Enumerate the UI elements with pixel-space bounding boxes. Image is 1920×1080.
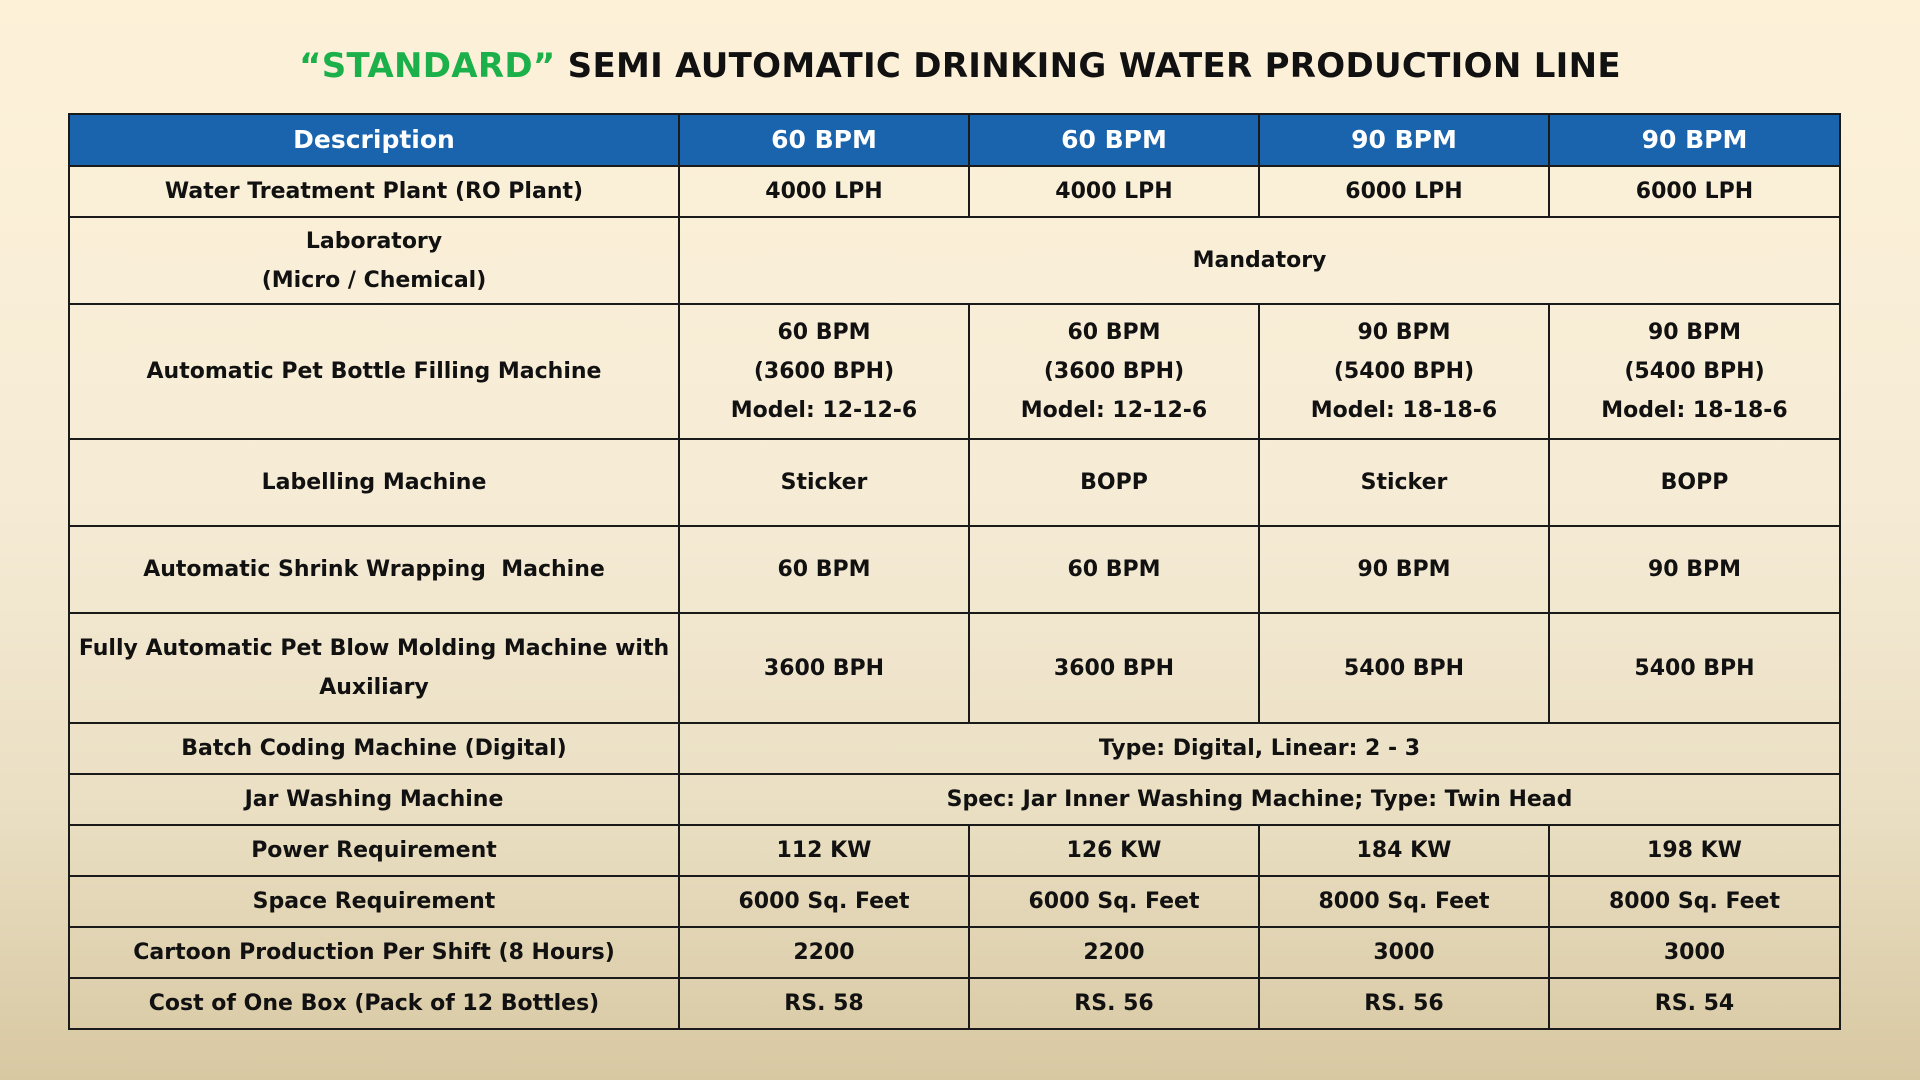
row-label: Cartoon Production Per Shift (8 Hours) — [69, 927, 679, 978]
row-label-line: Auxiliary — [319, 675, 429, 700]
cell: 3000 — [1549, 927, 1840, 978]
cell-line: Model: 12-12-6 — [730, 398, 918, 423]
cell: BOPP — [969, 439, 1259, 526]
cell: RS. 56 — [969, 978, 1259, 1029]
header-col-1: 60 BPM — [679, 114, 969, 166]
row-label: Jar Washing Machine — [69, 774, 679, 825]
table-row-power — [69, 825, 1840, 876]
page-title — [0, 46, 1920, 86]
cell: 5400 BPH — [1259, 613, 1549, 723]
cell: Sticker — [679, 439, 969, 526]
row-label — [69, 613, 679, 723]
cell: 90 BPM — [1259, 526, 1549, 613]
cell-line: 90 BPM — [1647, 320, 1742, 345]
cell: 3600 BPH — [969, 613, 1259, 723]
cell-line: (3600 BPH) — [753, 359, 895, 384]
merged-cell: Spec: Jar Inner Washing Machine; Type: Twin Head — [679, 774, 1840, 825]
table-row-cartoon-production — [69, 927, 1840, 978]
cell: 4000 LPH — [679, 166, 969, 217]
title-main: SEMI AUTOMATIC DRINKING WATER PRODUCTION LINE — [555, 46, 1621, 86]
cell-line: (3600 BPH) — [1043, 359, 1185, 384]
row-label-line: Fully Automatic Pet Blow Molding Machine with — [78, 636, 670, 661]
cell — [969, 304, 1259, 439]
cell: 198 KW — [1549, 825, 1840, 876]
spec-table — [68, 113, 1841, 1030]
cell-line: (5400 BPH) — [1624, 359, 1765, 384]
header-col-4: 90 BPM — [1549, 114, 1840, 166]
cell — [1259, 304, 1549, 439]
cell: 6000 LPH — [1259, 166, 1549, 217]
row-label: Water Treatment Plant (RO Plant) — [69, 166, 679, 217]
cell-line: Model: 18-18-6 — [1601, 398, 1788, 423]
merged-cell: Mandatory — [679, 217, 1840, 304]
cell: 4000 LPH — [969, 166, 1259, 217]
table-row-laboratory — [69, 217, 1840, 304]
cell: 6000 LPH — [1549, 166, 1840, 217]
cell: RS. 56 — [1259, 978, 1549, 1029]
title-accent: “STANDARD” — [299, 46, 556, 86]
cell: RS. 54 — [1549, 978, 1840, 1029]
cell: 8000 Sq. Feet — [1549, 876, 1840, 927]
header-col-3: 90 BPM — [1259, 114, 1549, 166]
cell: 3600 BPH — [679, 613, 969, 723]
row-label-line: Laboratory — [305, 228, 443, 254]
cell: 90 BPM — [1549, 526, 1840, 613]
cell: RS. 58 — [679, 978, 969, 1029]
row-label: Labelling Machine — [69, 439, 679, 526]
cell: 2200 — [679, 927, 969, 978]
cell: 60 BPM — [679, 526, 969, 613]
row-label: Automatic Shrink Wrapping Machine — [69, 526, 679, 613]
table-row-cost — [69, 978, 1840, 1029]
row-label — [69, 217, 679, 304]
cell-line: 60 BPM — [1067, 320, 1161, 345]
cell: 6000 Sq. Feet — [679, 876, 969, 927]
cell: 126 KW — [969, 825, 1259, 876]
table-header-row — [69, 114, 1840, 166]
row-label: Power Requirement — [69, 825, 679, 876]
cell — [679, 304, 969, 439]
row-label: Space Requirement — [69, 876, 679, 927]
row-label: Automatic Pet Bottle Filling Machine — [69, 304, 679, 439]
cell: 3000 — [1259, 927, 1549, 978]
cell: 112 KW — [679, 825, 969, 876]
row-label-line: (Micro / Chemical) — [261, 267, 487, 293]
table-row-ro-plant — [69, 166, 1840, 217]
merged-cell: Type: Digital, Linear: 2 - 3 — [679, 723, 1840, 774]
cell: 2200 — [969, 927, 1259, 978]
cell-line: (5400 BPH) — [1333, 359, 1475, 384]
cell-line: 60 BPM — [777, 320, 871, 345]
table-row-filling-machine — [69, 304, 1840, 439]
cell: Sticker — [1259, 439, 1549, 526]
cell — [1549, 304, 1840, 439]
header-col-2: 60 BPM — [969, 114, 1259, 166]
cell: 184 KW — [1259, 825, 1549, 876]
table-row-labelling-machine — [69, 439, 1840, 526]
table-row-shrink-wrapping — [69, 526, 1840, 613]
cell: 60 BPM — [969, 526, 1259, 613]
cell: BOPP — [1549, 439, 1840, 526]
table-row-blow-molding — [69, 613, 1840, 723]
cell-line: Model: 12-12-6 — [1020, 398, 1208, 423]
table-row-batch-coding — [69, 723, 1840, 774]
cell: 5400 BPH — [1549, 613, 1840, 723]
row-label: Cost of One Box (Pack of 12 Bottles) — [69, 978, 679, 1029]
table-row-space — [69, 876, 1840, 927]
cell: 6000 Sq. Feet — [969, 876, 1259, 927]
header-description: Description — [69, 114, 679, 166]
cell-line: Model: 18-18-6 — [1310, 398, 1498, 423]
table-row-jar-washing — [69, 774, 1840, 825]
cell-line: 90 BPM — [1357, 320, 1451, 345]
cell: 8000 Sq. Feet — [1259, 876, 1549, 927]
row-label: Batch Coding Machine (Digital) — [69, 723, 679, 774]
